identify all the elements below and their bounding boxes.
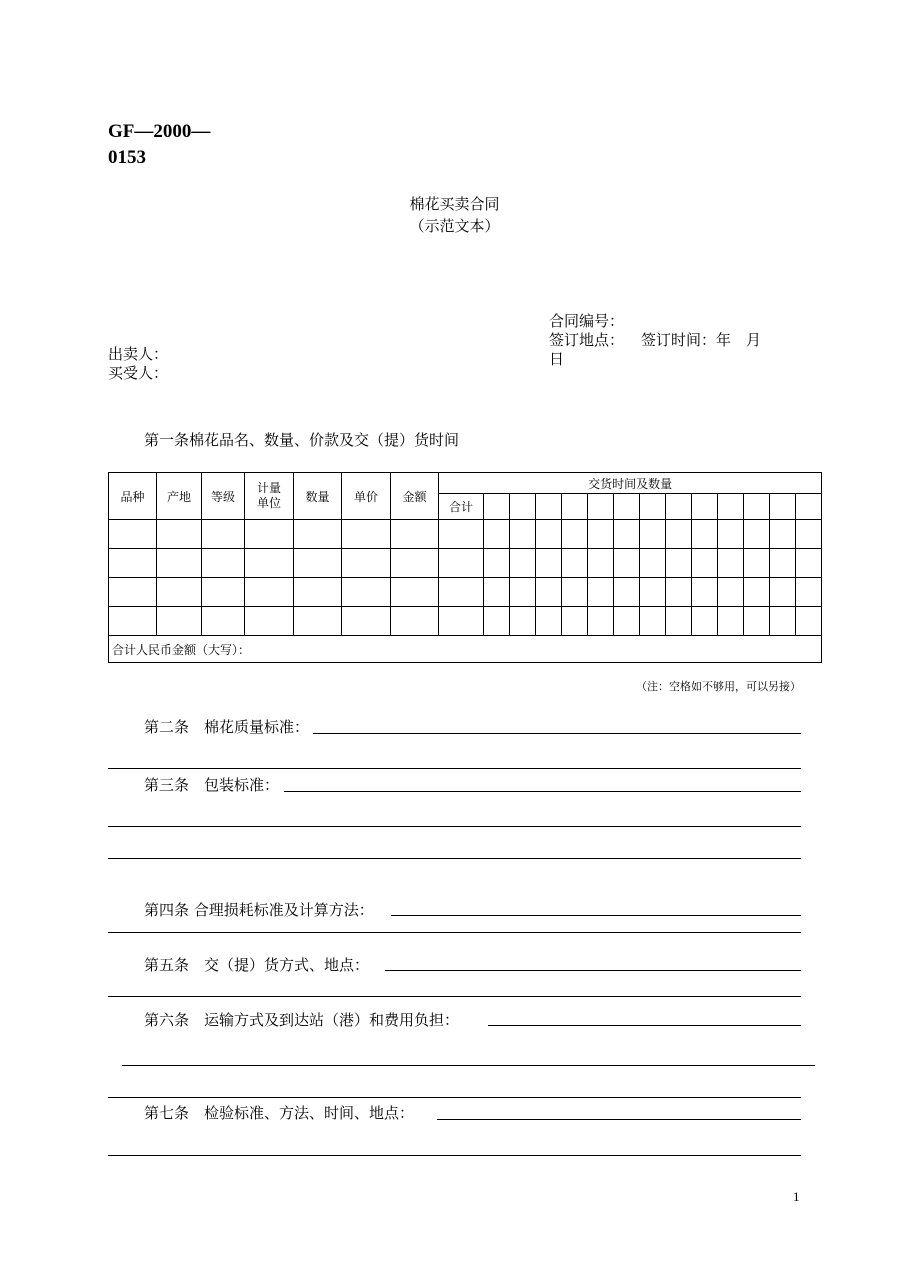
article-6-text: 运输方式及到达站（港）和费用负担： [204, 1011, 460, 1029]
table-cell [391, 607, 439, 636]
table-cell [640, 494, 666, 520]
blank-line[interactable] [108, 768, 801, 769]
table-cell [342, 578, 391, 607]
blank-line[interactable] [108, 932, 801, 933]
table-cell [666, 549, 692, 578]
table-cell [245, 520, 294, 549]
buyer-label: 买受人： [108, 364, 169, 382]
table-cell [562, 578, 588, 607]
table-cell [439, 549, 484, 578]
table-cell [157, 578, 202, 607]
table-cell [614, 520, 640, 549]
article-2-text: 棉花质量标准： [204, 718, 310, 736]
table-cell [640, 549, 666, 578]
article-5 [144, 955, 369, 975]
blank-line[interactable] [108, 858, 801, 859]
table-cell [391, 520, 439, 549]
table-cell [666, 607, 692, 636]
table-cell [640, 578, 666, 607]
table-cell [640, 607, 666, 636]
table-cell [510, 520, 536, 549]
table-cell [109, 549, 157, 578]
table-cell [718, 578, 744, 607]
article-7-text: 检验标准、方法、时间、地点： [204, 1104, 415, 1122]
table-cell [614, 578, 640, 607]
table-cell [439, 578, 484, 607]
table-cell [640, 520, 666, 549]
table-cell [391, 578, 439, 607]
sign-time-day: 日 [549, 350, 565, 368]
header-delivery: 交货时间及数量 [439, 473, 822, 494]
header-unit-price: 单价 [342, 473, 391, 520]
table-cell [562, 520, 588, 549]
header-subtotal: 合计 [439, 494, 484, 520]
table-cell [510, 549, 536, 578]
sign-time-label: 签订时间：年 月 [641, 331, 762, 349]
table-cell [614, 494, 640, 520]
table-row [109, 578, 822, 607]
table-cell [202, 549, 245, 578]
blank-line[interactable] [108, 826, 801, 827]
table-cell [588, 607, 614, 636]
table-cell [157, 520, 202, 549]
table-cell [294, 578, 342, 607]
contract-number-label: 合同编号： [549, 312, 625, 330]
total-amount-row: 合计人民币金额（大写）： [109, 636, 822, 663]
table-cell [562, 549, 588, 578]
table-cell [796, 520, 822, 549]
table-cell [692, 520, 718, 549]
article-7 [144, 1103, 414, 1123]
header-unit: 计量 单位 [245, 473, 294, 520]
table-cell [796, 549, 822, 578]
goods-table [108, 472, 822, 663]
table-cell [484, 549, 510, 578]
table-cell [562, 607, 588, 636]
table-cell [744, 607, 770, 636]
table-cell [770, 494, 796, 520]
article-6-blank[interactable] [488, 1025, 801, 1026]
article-4-text: 合理损耗标准及计算方法： [193, 901, 374, 919]
table-cell [744, 494, 770, 520]
table-cell [510, 494, 536, 520]
article-4-number: 第四条 [144, 901, 190, 919]
table-cell [342, 607, 391, 636]
header-amount: 金额 [391, 473, 439, 520]
table-cell [588, 578, 614, 607]
article-1-text: 棉花品名、数量、价款及交（提）货时间 [189, 431, 460, 449]
header-grade: 等级 [202, 473, 245, 520]
table-cell [770, 578, 796, 607]
table-cell [796, 578, 822, 607]
table-cell [342, 520, 391, 549]
table-cell [342, 549, 391, 578]
article-1 [144, 430, 459, 450]
document-subtitle: （示范文本） [409, 217, 500, 235]
table-cell [391, 549, 439, 578]
table-cell [770, 607, 796, 636]
table-cell [157, 607, 202, 636]
table-row [109, 549, 822, 578]
table-cell [562, 494, 588, 520]
table-cell [484, 607, 510, 636]
article-2-number: 第二条 [144, 718, 190, 736]
table-cell [588, 549, 614, 578]
table-cell [510, 578, 536, 607]
sign-place-label: 签订地点： [549, 331, 625, 349]
table-cell [245, 607, 294, 636]
blank-line[interactable] [108, 1155, 801, 1156]
header-origin: 产地 [157, 473, 202, 520]
table-row [109, 520, 822, 549]
table-cell [510, 607, 536, 636]
table-cell [245, 549, 294, 578]
article-3-blank[interactable] [284, 791, 801, 792]
article-3-number: 第三条 [144, 776, 190, 794]
article-6 [144, 1010, 459, 1030]
table-note: （注：空格如不够用，可以另接） [636, 680, 801, 693]
table-cell [536, 520, 562, 549]
article-1-number: 第一条 [144, 431, 190, 449]
table-cell [614, 549, 640, 578]
article-5-number: 第五条 [144, 956, 190, 974]
header-variety: 品种 [109, 473, 157, 520]
header-quantity: 数量 [294, 473, 342, 520]
table-cell [202, 607, 245, 636]
table-cell [744, 549, 770, 578]
article-3-text: 包装标准： [204, 776, 280, 794]
table-cell [536, 494, 562, 520]
article-4 [144, 900, 374, 920]
table-cell [666, 520, 692, 549]
table-cell [484, 578, 510, 607]
article-2 [144, 717, 309, 737]
page-number: 1 [793, 1189, 800, 1204]
table-cell [484, 520, 510, 549]
table-cell [294, 607, 342, 636]
table-cell [796, 494, 822, 520]
table-cell [109, 607, 157, 636]
table-cell [666, 578, 692, 607]
blank-line[interactable] [122, 1065, 815, 1066]
table-cell [692, 607, 718, 636]
table-cell [202, 520, 245, 549]
article-5-blank[interactable] [385, 970, 801, 971]
document-title: 棉花买卖合同 [409, 195, 500, 213]
article-4-blank[interactable] [391, 915, 801, 916]
table-cell [718, 520, 744, 549]
table-row [109, 607, 822, 636]
table-cell [692, 578, 718, 607]
table-cell [718, 607, 744, 636]
article-2-blank[interactable] [313, 733, 801, 734]
seller-label: 出卖人： [108, 345, 169, 363]
article-5-text: 交（提）货方式、地点： [204, 956, 370, 974]
table-cell [718, 494, 744, 520]
table-cell [536, 607, 562, 636]
table-cell [536, 578, 562, 607]
table-cell [109, 520, 157, 549]
blank-line[interactable] [108, 1097, 801, 1098]
table-cell [294, 549, 342, 578]
blank-line[interactable] [108, 996, 801, 997]
document-code-line1: GF—2000— [108, 121, 211, 142]
table-cell [666, 494, 692, 520]
table-cell [744, 520, 770, 549]
table-cell [770, 549, 796, 578]
table-cell [484, 494, 510, 520]
table-cell [245, 578, 294, 607]
table-cell [294, 520, 342, 549]
table-cell [439, 520, 484, 549]
table-cell [692, 494, 718, 520]
table-cell [536, 549, 562, 578]
table-cell [692, 549, 718, 578]
table-cell [770, 520, 796, 549]
article-6-number: 第六条 [144, 1011, 190, 1029]
table-cell [588, 520, 614, 549]
table-cell [718, 549, 744, 578]
table-cell [202, 578, 245, 607]
article-7-blank[interactable] [437, 1119, 801, 1120]
article-7-number: 第七条 [144, 1104, 190, 1122]
document-code-line2: 0153 [108, 147, 146, 168]
table-cell [796, 607, 822, 636]
table-cell [109, 578, 157, 607]
table-cell [744, 578, 770, 607]
table-cell [439, 607, 484, 636]
table-cell [157, 549, 202, 578]
article-3 [144, 775, 279, 795]
table-cell [614, 607, 640, 636]
table-cell [588, 494, 614, 520]
